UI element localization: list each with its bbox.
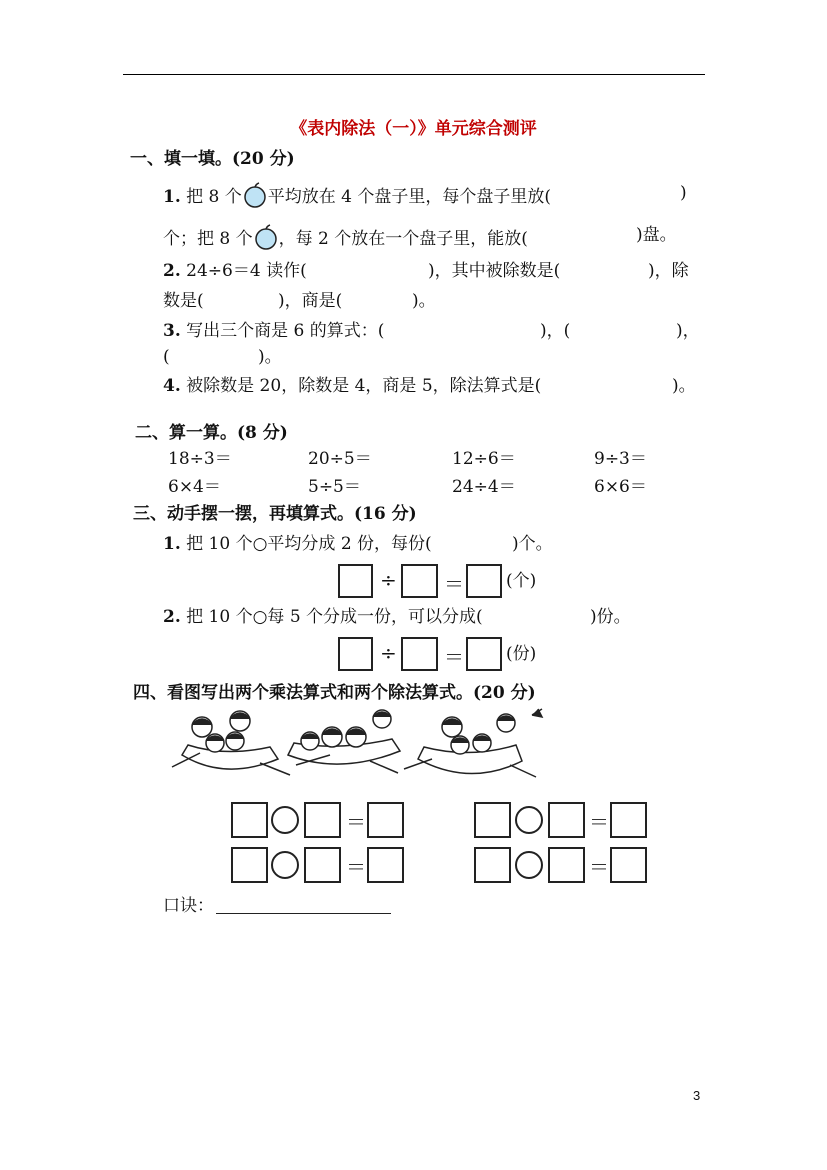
page-number: 3: [693, 1088, 701, 1103]
section3-heading: 三、动手摆一摆，再填算式。(16 分): [133, 504, 417, 524]
answer-box[interactable]: [548, 847, 585, 883]
answer-box[interactable]: [401, 564, 438, 598]
equals-sign: ＝: [589, 810, 609, 834]
q3-2-end: )份。: [590, 607, 631, 627]
operator-circle[interactable]: [271, 806, 299, 834]
section2-heading: 二、算一算。(8 分): [135, 423, 288, 443]
question-1-2: 2. 24÷6＝4 读作(: [163, 261, 307, 281]
q2-quotient: )，商是(: [278, 291, 343, 311]
section1-heading: 一、填一填。(20 分): [130, 149, 295, 169]
calc-2: 20÷5＝: [308, 449, 372, 469]
unit-label: (份): [506, 644, 537, 664]
equals-sign: ＝: [589, 855, 609, 879]
unit-label: (个): [506, 571, 537, 591]
answer-box[interactable]: [338, 637, 373, 671]
answer-box[interactable]: [474, 847, 511, 883]
answer-box[interactable]: [548, 802, 585, 838]
answer-box[interactable]: [367, 802, 404, 838]
question-3-1: 1. 把 10 个○平均分成 2 份，每份(: [163, 534, 432, 554]
paren-close: ): [680, 183, 687, 203]
answer-box[interactable]: [466, 564, 502, 598]
operator-circle[interactable]: [271, 851, 299, 879]
header-rule: [123, 74, 705, 75]
q2-divisor-start: )，除: [648, 261, 689, 281]
calc-7: 24÷4＝: [452, 477, 516, 497]
answer-box[interactable]: [474, 802, 511, 838]
divide-sign: ÷: [380, 568, 397, 592]
answer-box[interactable]: [610, 802, 647, 838]
koujue-answer-line[interactable]: [216, 913, 391, 914]
paren-close-pan: )盘。: [636, 225, 677, 245]
q2-end: )。: [412, 291, 436, 311]
q3-sep2: )，: [676, 321, 700, 341]
children-boats-illustration: [170, 705, 560, 787]
divide-sign: ÷: [380, 641, 397, 665]
calc-5: 6×4＝: [168, 477, 221, 497]
apple-icon: [242, 182, 268, 208]
answer-box[interactable]: [304, 802, 341, 838]
koujue-label: 口诀：: [163, 896, 214, 916]
q2-divisor: 数是(: [163, 291, 204, 311]
answer-box[interactable]: [231, 802, 268, 838]
calc-1: 18÷3＝: [168, 449, 232, 469]
operator-circle[interactable]: [515, 806, 543, 834]
calc-4: 9÷3＝: [594, 449, 647, 469]
operator-circle[interactable]: [515, 851, 543, 879]
answer-box[interactable]: [401, 637, 438, 671]
question-1-1-cont: 个；把 8 个 ，每 2 个放在一个盘子里，能放(: [163, 224, 528, 250]
answer-box[interactable]: [231, 847, 268, 883]
answer-box[interactable]: [338, 564, 373, 598]
q3-paren-open: (: [163, 347, 170, 367]
question-1-1: 1. 把 8 个 平均放在 4 个盘子里，每个盘子里放(: [163, 182, 551, 208]
q3-end: )。: [258, 347, 282, 367]
equals-sign: ＝: [346, 855, 366, 879]
calc-8: 6×6＝: [594, 477, 647, 497]
answer-box[interactable]: [610, 847, 647, 883]
q2-dividend: )，其中被除数是(: [428, 261, 561, 281]
answer-box[interactable]: [304, 847, 341, 883]
section4-heading: 四、看图写出两个乘法算式和两个除法算式。(20 分): [133, 683, 536, 703]
calc-3: 12÷6＝: [452, 449, 516, 469]
equals-sign: ＝: [346, 810, 366, 834]
apple-icon: [253, 224, 279, 250]
question-1-4: 4. 被除数是 20，除数是 4，商是 5，除法算式是(: [163, 376, 542, 396]
equals-sign: ＝: [444, 572, 464, 596]
calc-6: 5÷5＝: [308, 477, 361, 497]
equals-sign: ＝: [444, 645, 464, 669]
q3-sep: )，(: [540, 321, 571, 341]
answer-box[interactable]: [367, 847, 404, 883]
q3-1-end: )个。: [512, 534, 553, 554]
question-3-2: 2. 把 10 个○每 5 个分成一份，可以分成(: [163, 607, 483, 627]
page-title: 《表内除法（一）》单元综合测评: [290, 119, 537, 139]
q4-end: )。: [672, 376, 696, 396]
answer-box[interactable]: [466, 637, 502, 671]
question-1-3: 3. 写出三个商是 6 的算式：(: [163, 321, 385, 341]
